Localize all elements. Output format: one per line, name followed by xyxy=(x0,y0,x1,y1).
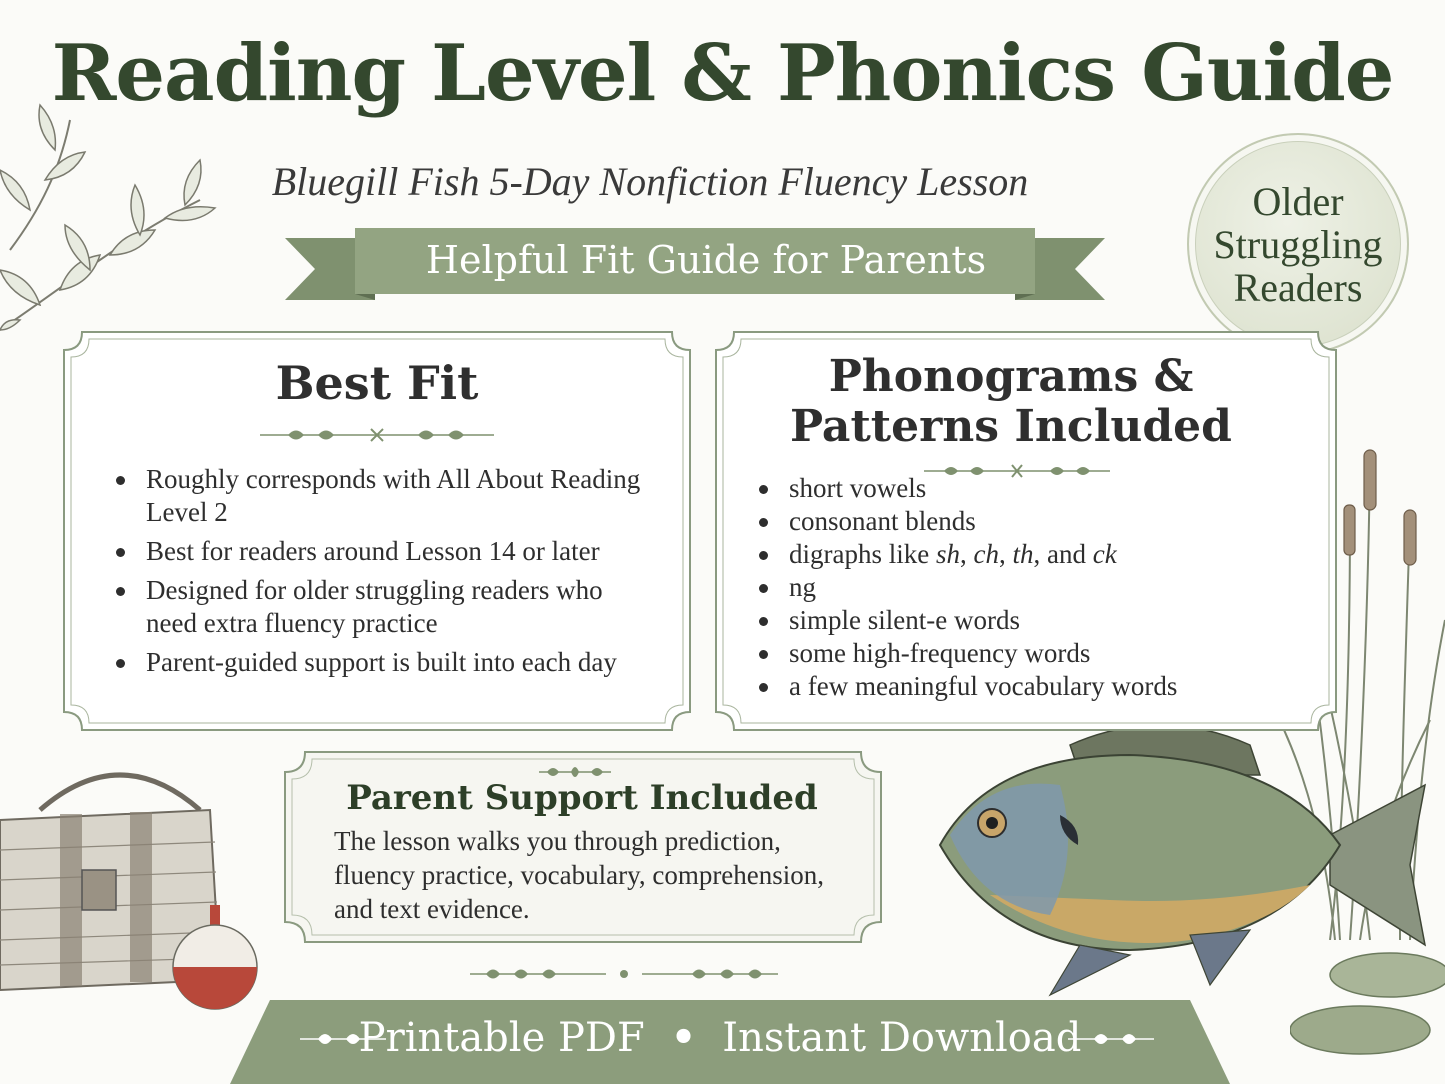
bobber-illustration xyxy=(168,905,268,1015)
digraph-sep-1: , xyxy=(960,539,974,569)
list-item: Designed for older struggling readers who need extra fluency practice xyxy=(112,574,652,640)
instant-download-label: Instant Download xyxy=(722,1015,1082,1061)
badge-line-2: Struggling xyxy=(1213,221,1383,267)
printable-pdf-label: Printable PDF xyxy=(358,1015,645,1061)
list-item: short vowels xyxy=(755,472,1295,505)
olive-branch-illustration xyxy=(0,90,230,350)
list-item: simple silent-e words xyxy=(755,604,1295,637)
digraph-sep-2: , xyxy=(998,539,1013,569)
support-text: The lesson walks you through prediction, fluency practice, vocabulary, comprehension, and text evidence. xyxy=(334,826,825,924)
ornament-divider-icon xyxy=(466,962,782,986)
footer-separator: • xyxy=(670,1014,697,1061)
bluegill-fish-illustration xyxy=(930,705,1430,1005)
list-item: Roughly corresponds with All About Reading Level 2 xyxy=(112,463,652,529)
list-item: Parent-guided support is built into each day xyxy=(112,646,652,679)
digraph-sh: sh xyxy=(935,539,960,569)
list-item: Best for readers around Lesson 14 or later xyxy=(112,535,652,568)
badge-line-3: Readers xyxy=(1233,264,1363,310)
list-item xyxy=(755,538,1295,571)
support-title: Parent Support Included xyxy=(346,778,818,818)
badge-line-1: Older xyxy=(1252,178,1344,224)
digraph-th: th xyxy=(1012,539,1034,569)
best-fit-title: Best Fit xyxy=(275,356,479,410)
list-item: consonant blends xyxy=(755,505,1295,538)
best-fit-list xyxy=(112,463,652,685)
footer-text xyxy=(300,1014,1140,1061)
digraph-prefix: digraphs like xyxy=(789,539,936,569)
list-item: a few meaningful vocabulary words xyxy=(755,670,1295,703)
digraph-ch: ch xyxy=(973,539,999,569)
page-subtitle: Bluegill Fish 5-Day Nonfiction Fluency Lesson xyxy=(271,159,1029,204)
list-item: ng xyxy=(755,571,1295,604)
older-struggling-readers-badge xyxy=(1187,133,1409,355)
ribbon-label: Helpful Fit Guide for Parents xyxy=(425,238,987,282)
phonograms-title xyxy=(714,352,1308,452)
digraph-ck: ck xyxy=(1092,539,1117,569)
digraph-and: , and xyxy=(1033,539,1093,569)
list-item: some high-frequency words xyxy=(755,637,1295,670)
page-title: Reading Level & Phonics Guide xyxy=(51,28,1394,119)
phonograms-title-line-2: Patterns Included xyxy=(790,401,1232,452)
phonograms-list xyxy=(755,472,1295,703)
phonograms-title-line-1: Phonograms & xyxy=(828,351,1194,402)
leaf-divider-icon xyxy=(258,424,496,446)
